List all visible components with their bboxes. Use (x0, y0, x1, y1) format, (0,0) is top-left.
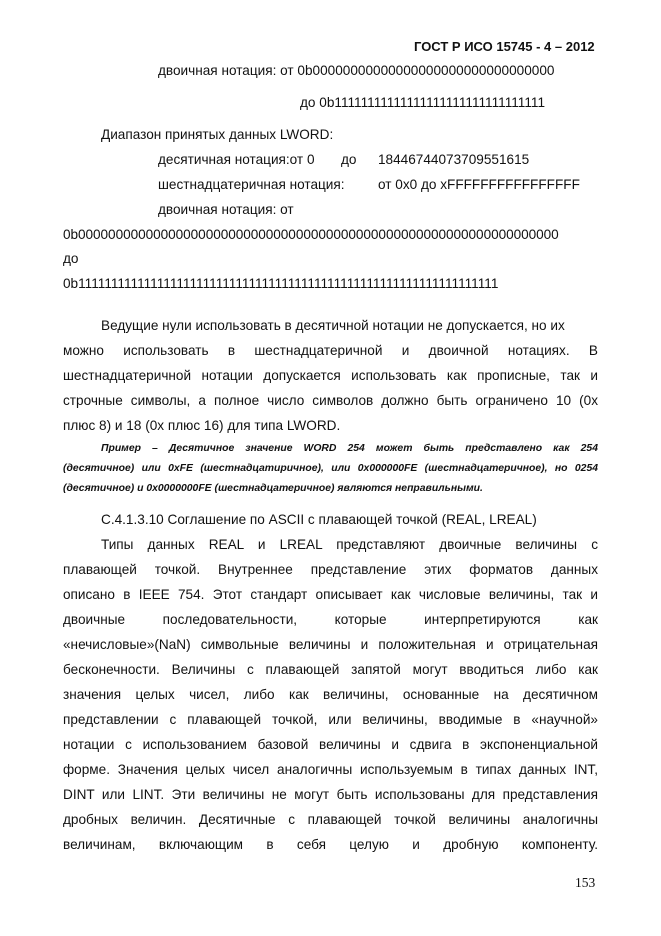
paragraph-line: шестнадцатеричной нотации допускается использовать как прописные, так и (63, 368, 598, 383)
document-header: ГОСТ Р ИСО 15745 - 4 – 2012 (414, 39, 595, 54)
paragraph-line: нотации с использованием базовой величины и сдвига в экспоненциальной (63, 737, 598, 752)
decimal-notation-to: до (341, 152, 357, 167)
paragraph-line: плюс 8) и 18 (0x плюс 16) для типа LWORD. (63, 418, 341, 433)
paragraph-line: описано в IEEE 754. Этот стандарт описывает как числовые величины, так и (63, 587, 598, 602)
decimal-notation-label: десятичная нотация:от 0 (158, 152, 315, 167)
section-heading: С.4.1.3.10 Соглашение по ASCII с плавающей точкой (REAL, LREAL) (101, 512, 537, 527)
hex-notation-label: шестнадцатеричная нотация: (158, 177, 345, 192)
example-line: Пример – Десятичное значение WORD 254 может быть представлено как 254 (101, 443, 598, 454)
paragraph-line: плавающей точкой. Внутреннее представление этих форматов данных (63, 562, 598, 577)
hex-notation-range: от 0x0 до xFFFFFFFFFFFFFFFF (378, 177, 580, 192)
paragraph-line: двоичные последовательности, которые интерпретируются как (63, 612, 598, 627)
paragraph-line: Ведущие нули использовать в десятичной нотации не допускается, но их (101, 318, 565, 333)
paragraph-line: бесконечности. Величины с плавающей запятой могут вводиться либо как (63, 662, 598, 677)
example-line: (десятичное) или 0xFE (шестнадцатиричное), или 0x000000FE (шестнадцатеричное), но 0254 (63, 463, 598, 474)
paragraph-line: строчные символы, а полное число символов должно быть ограничено 10 (0x (63, 393, 598, 408)
paragraph-line: дробных величин. Десятичные с плавающей точкой величины аналогичны (63, 812, 598, 827)
lword-range-title: Диапазон принятых данных LWORD: (101, 127, 334, 142)
binary-lword-to: 0b1111111111111111111111111111111111111111111111111111111111111111 (63, 276, 499, 291)
binary-lword-from: 0b0000000000000000000000000000000000000000000000000000000000000000 (63, 227, 559, 242)
paragraph-line: форме. Значения целых чисел аналогичны используемым в типах данных INT, (63, 762, 598, 777)
decimal-notation-max: 18446744073709551615 (378, 152, 530, 167)
binary-lword-to-word: до (63, 251, 79, 266)
example-line: (десятичное) и 0x0000000FE (шестнадцатеричное) являются неправильными. (63, 483, 483, 494)
paragraph-line: значения целых чисел, либо как величины, основанные на десятичном (63, 687, 598, 702)
paragraph-line: можно использовать в шестнадцатеричной и двоичной нотациях. В (63, 343, 598, 358)
paragraph-line: представлении с плавающей точкой, или величины, вводимые в «научной» (63, 712, 598, 727)
binary-range-from-line: двоичная нотация: от 0b00000000000000000000000000000000 (158, 63, 555, 78)
paragraph-line: величинам, включающим в себя целую и дробную компоненту. (63, 837, 598, 852)
paragraph-line: DINT или LINT. Эти величины не могут быть использованы для представления (63, 787, 598, 802)
binary-range-to-line: до 0b11111111111111111111111111111111 (300, 95, 546, 110)
page-number: 153 (575, 875, 596, 890)
paragraph-line: Типы данных REAL и LREAL представляют двоичные величины с (101, 537, 598, 552)
binary-notation-label: двоичная нотация: от (158, 202, 294, 217)
paragraph-line: «нечисловые»(NaN) символьные величины и положительная и отрицательная (63, 637, 598, 652)
